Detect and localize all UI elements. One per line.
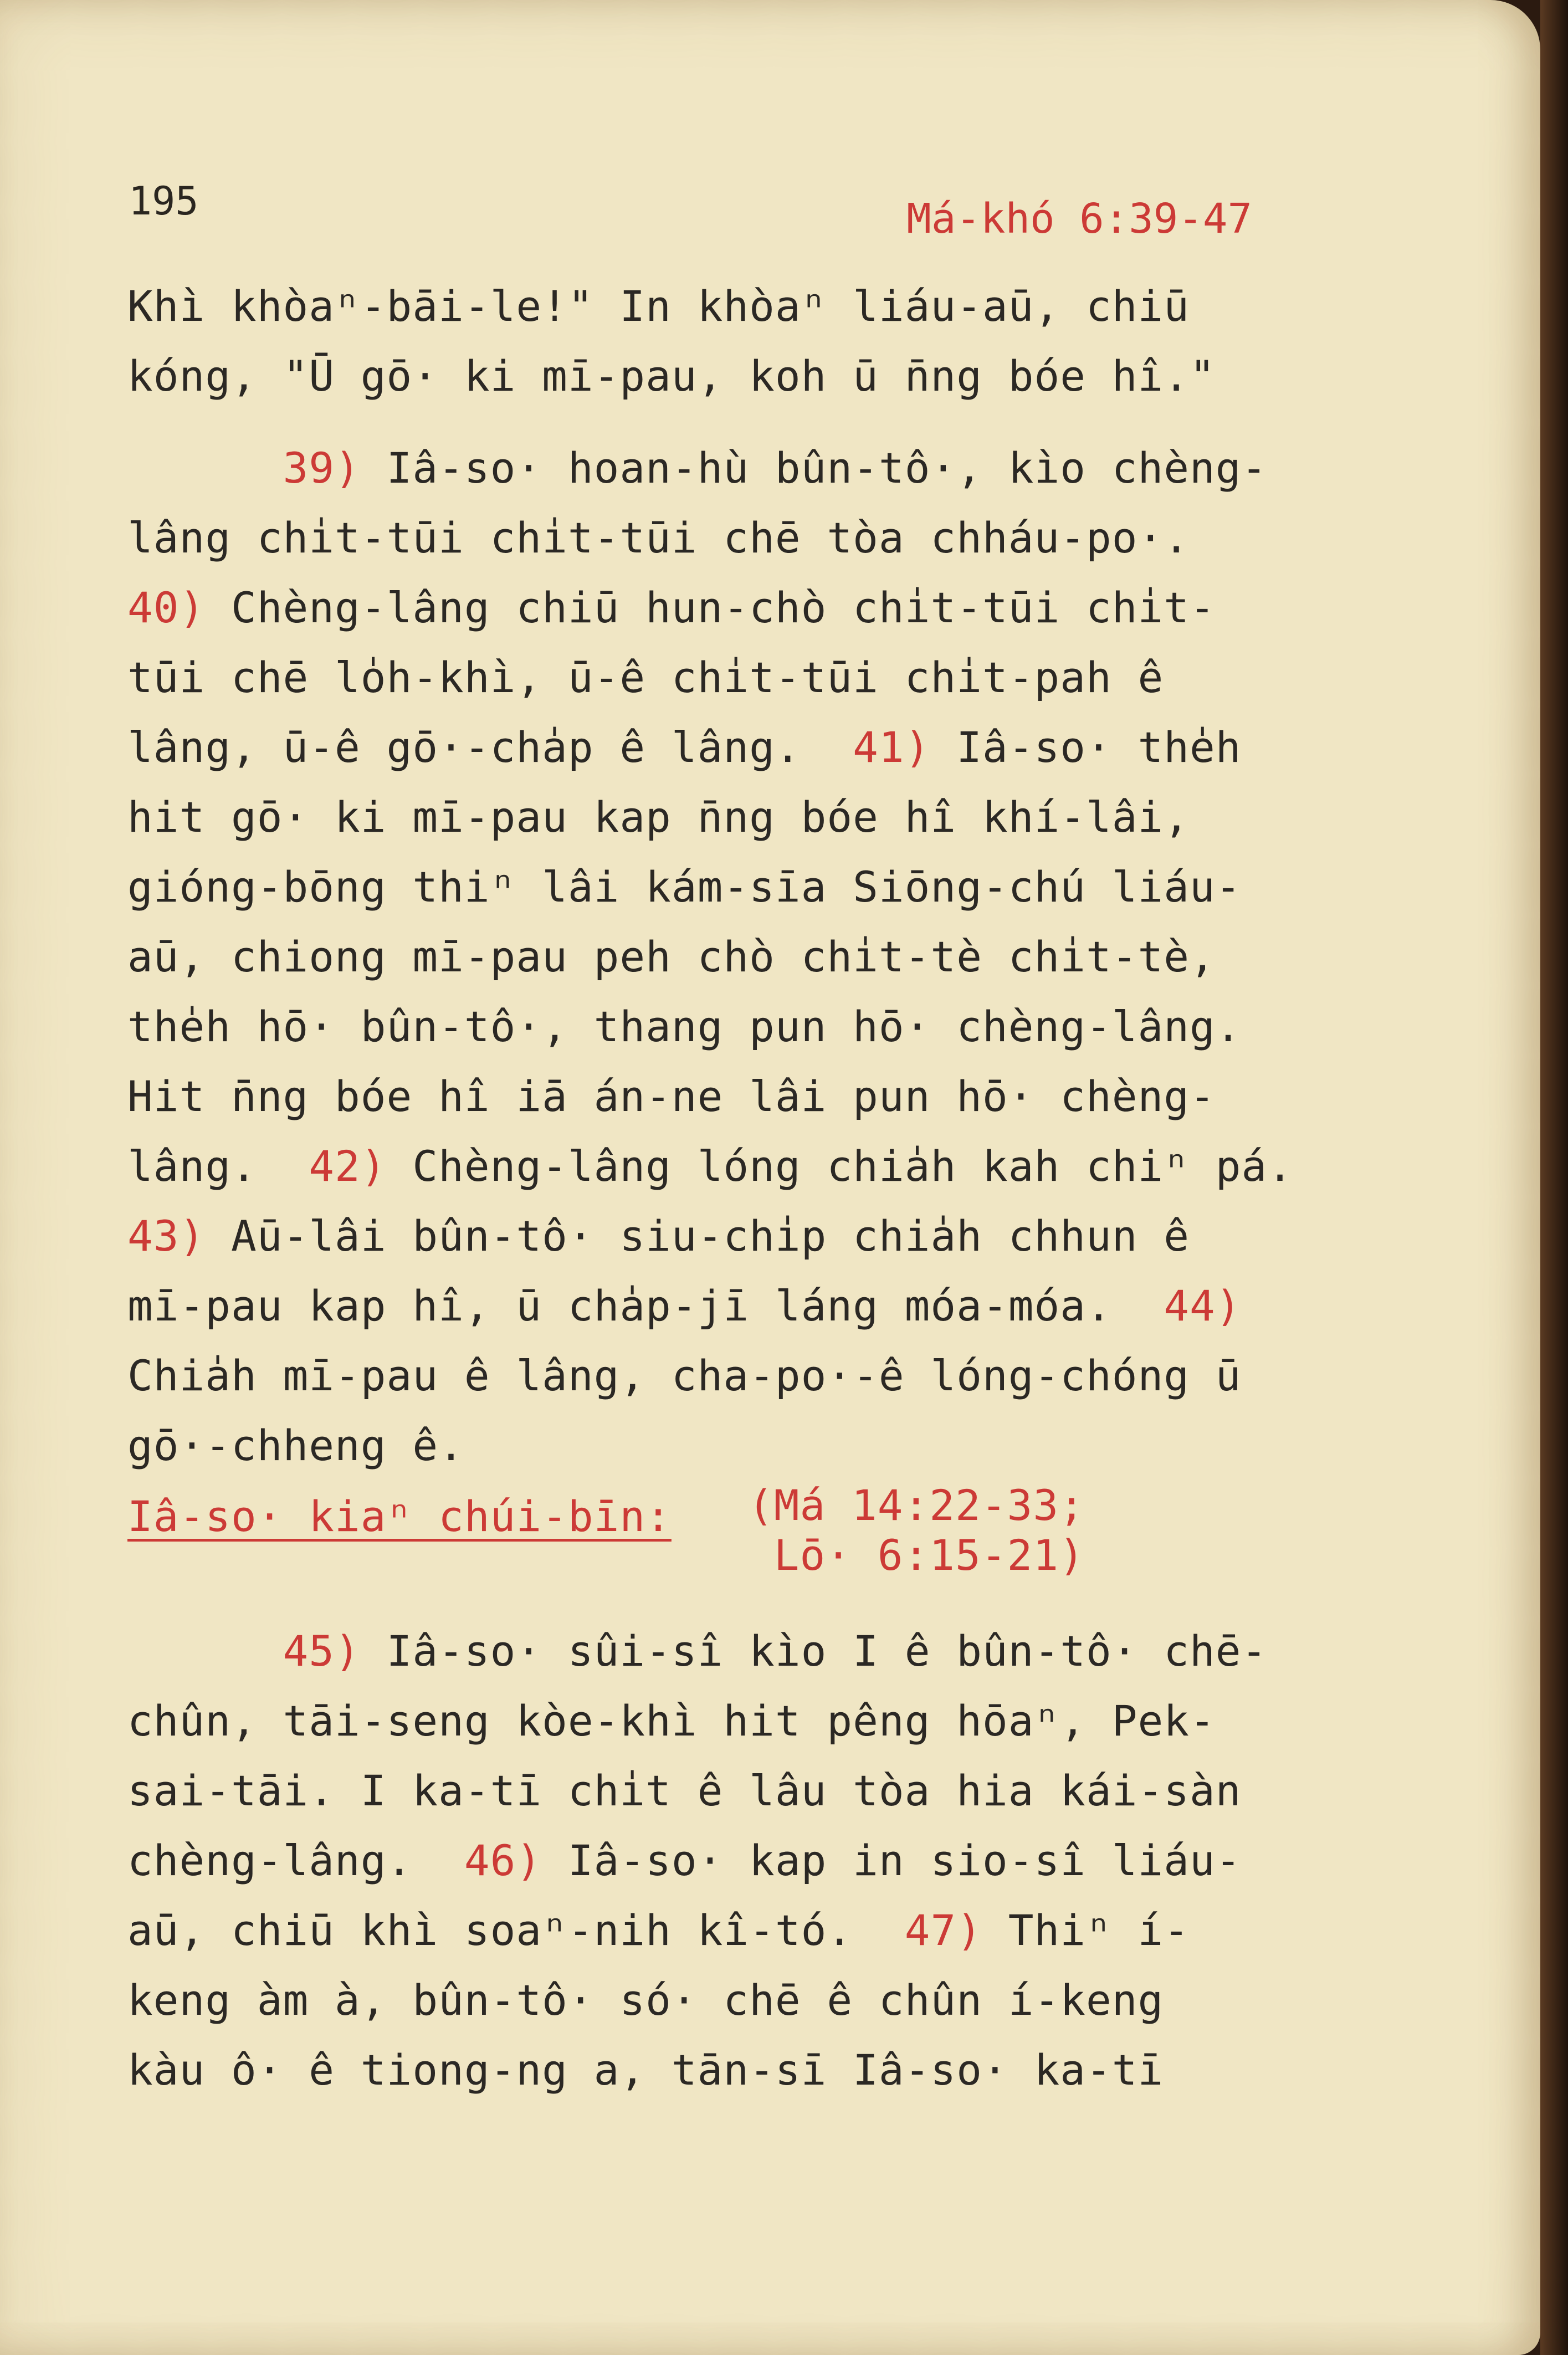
text-segment: Iâ-so· kap in sio-sî liáu- bbox=[542, 1836, 1242, 1885]
text-line: Hit n̄ng bóe hî iā án-ne lâi pun hō· chèng- bbox=[127, 1072, 1216, 1121]
text-segment: Iâ-so· sûi-sî kìo I ê bûn-tô· chē- bbox=[360, 1626, 1268, 1676]
text-line bbox=[127, 1132, 1346, 1201]
section-title: Iâ-so· kiaⁿ chúi-bīn: bbox=[127, 1492, 672, 1541]
text-segment: Thiⁿ í- bbox=[982, 1906, 1190, 1955]
text-segment: Iâ-so· hoan-hù bûn-tô·, kìo chèng- bbox=[360, 443, 1268, 493]
verse-number: 46) bbox=[464, 1836, 542, 1885]
text-segment: lâng. bbox=[127, 1141, 309, 1191]
text-line: gióng-bōng thiⁿ lâi kám-sīa Siōng-chú liáu- bbox=[127, 862, 1242, 912]
text-line bbox=[127, 573, 1346, 643]
text-line: kàu ô· ê tiong-ng a, tān-sī Iâ-so· ka-tī bbox=[127, 2045, 1164, 2095]
text-line: sai-tāi. I ka-tī chi̍t ê lâu tòa hia kái-sàn bbox=[127, 1766, 1242, 1815]
text-line: tūi chē lo̍h-khì, ū-ê chi̍t-tūi chi̍t-pah ê bbox=[127, 653, 1164, 702]
text-segment: Aū-lâi bûn-tô· siu-chi̍p chia̍h chhun ê bbox=[205, 1211, 1190, 1261]
reference-line: (Má 14:22-33; bbox=[748, 1481, 1085, 1530]
text-segment: Iâ-so· the̍h bbox=[930, 723, 1242, 772]
text-line bbox=[127, 1826, 1346, 1896]
text-line bbox=[127, 1201, 1346, 1271]
book-edge bbox=[1540, 0, 1568, 2355]
parallel-references bbox=[748, 1481, 1085, 1580]
verse-number: 41) bbox=[853, 723, 931, 772]
text-segment: Chèng-lâng lóng chia̍h kah chiⁿ pá. bbox=[386, 1141, 1294, 1191]
running-head: Má-khó 6:39-47 bbox=[906, 195, 1252, 243]
page-number: 195 bbox=[129, 178, 199, 224]
verse-number: 43) bbox=[127, 1211, 206, 1261]
text-line bbox=[127, 713, 1346, 782]
verse-number: 44) bbox=[1164, 1281, 1242, 1330]
text-line: chûn, tāi-seng kòe-khì hit pêng hōaⁿ, Pek- bbox=[127, 1696, 1216, 1745]
verse-number: 42) bbox=[309, 1141, 387, 1191]
text-segment: lâng, ū-ê gō·-cha̍p ê lâng. bbox=[127, 723, 853, 772]
text-line: keng àm à, bûn-tô· só· chē ê chûn í-keng bbox=[127, 1975, 1164, 2025]
section-heading bbox=[127, 1481, 1346, 1616]
text-line: hit gō· ki mī-pau kap n̄ng bóe hî khí-lâi, bbox=[127, 792, 1190, 842]
text-line: Khì khòaⁿ-bāi-le!" In khòaⁿ liáu-aū, chiū bbox=[127, 281, 1190, 331]
text-line: Chia̍h mī-pau ê lâng, cha-po·-ê lóng-chóng ū bbox=[127, 1351, 1242, 1400]
reference-line: Lō· 6:15-21) bbox=[748, 1530, 1085, 1580]
text-line bbox=[127, 1896, 1346, 1965]
text-line bbox=[127, 433, 1346, 503]
text-segment: aū, chiū khì soaⁿ-nih kî-tó. bbox=[127, 1906, 905, 1955]
text-segment: mī-pau kap hî, ū cha̍p-jī láng móa-móa. bbox=[127, 1281, 1164, 1330]
text-segment: Chèng-lâng chiū hun-chò chi̍t-tūi chi̍t- bbox=[205, 583, 1216, 632]
page-body bbox=[127, 272, 1346, 2105]
verse-number: 40) bbox=[127, 583, 206, 632]
text-line: aū, chiong mī-pau peh chò chi̍t-tè chi̍t-tè, bbox=[127, 932, 1216, 981]
verse-number: 45) bbox=[283, 1626, 361, 1676]
text-line: lâng chi̍t-tūi chi̍t-tūi chē tòa chháu-po·. bbox=[127, 513, 1190, 562]
text-line: gō·-chheng ê. bbox=[127, 1421, 464, 1470]
text-line bbox=[127, 1616, 1346, 1686]
text-line bbox=[127, 1271, 1346, 1341]
text-line: the̍h hō· bûn-tô·, thang pun hō· chèng-lâng. bbox=[127, 1002, 1242, 1051]
text-segment: chèng-lâng. bbox=[127, 1836, 464, 1885]
verse-number: 47) bbox=[904, 1906, 982, 1955]
text-line: kóng, "Ū gō· ki mī-pau, koh ū n̄ng bóe hî." bbox=[127, 351, 1216, 401]
verse-number: 39) bbox=[283, 443, 361, 493]
